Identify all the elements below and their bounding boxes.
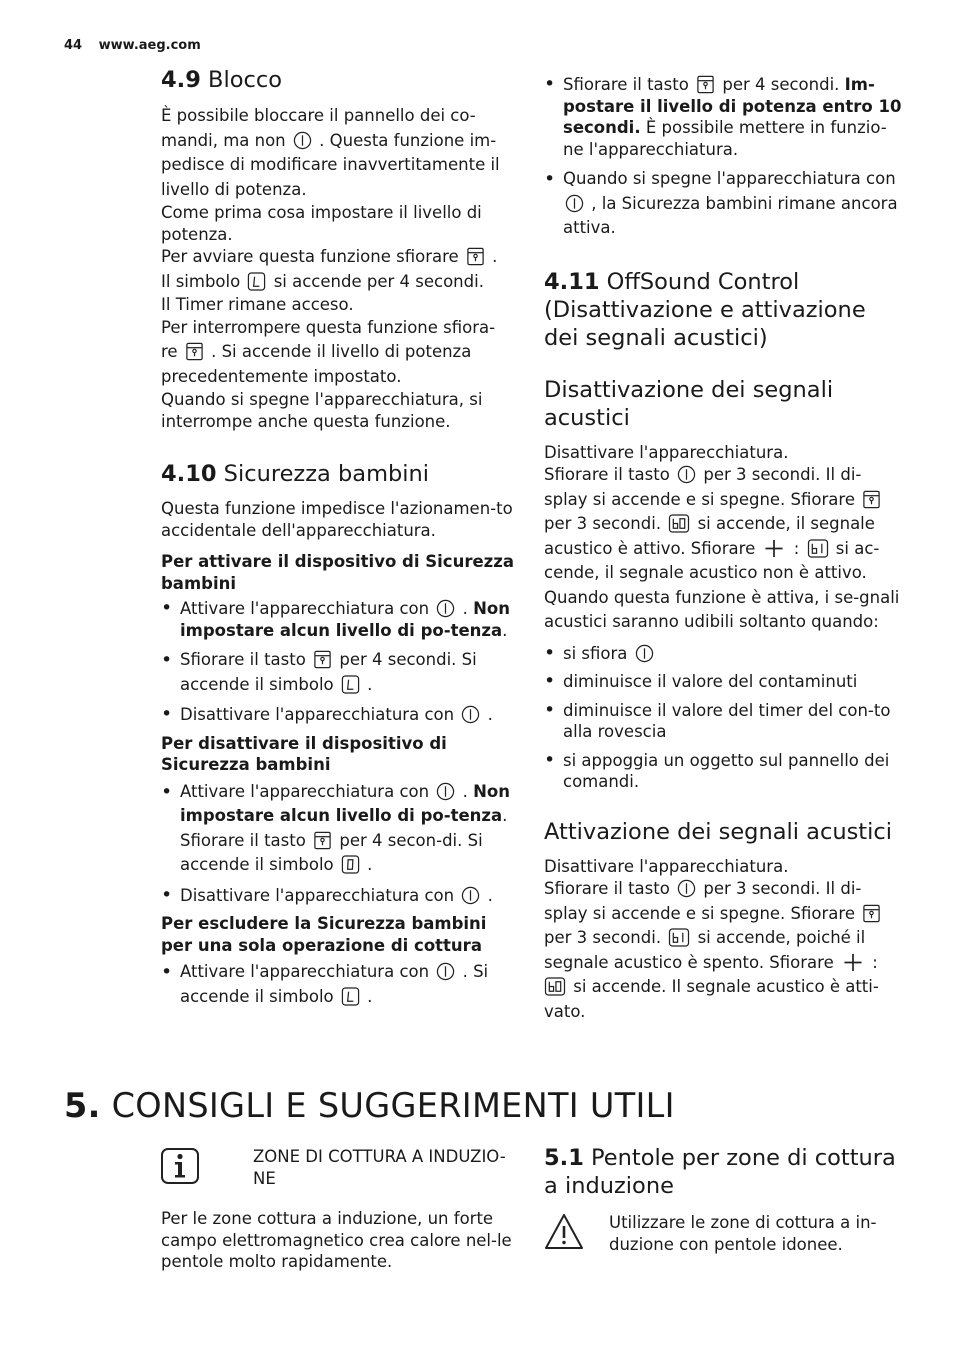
website: www.aeg.com: [98, 38, 201, 53]
list-item: • Sfiorare il tasto per 4 secondi. Im-postare il livello di potenza entro 10 secondi. È possibile mettere in funzio-ne l'apparecchiatura.: [544, 74, 904, 160]
info-paragraph: Per le zone cottura a induzione, un forte campo elettromagnetico crea calore nel-le pentole molto rapidamente.: [161, 1209, 512, 1271]
power-icon: [461, 886, 480, 905]
b1-display-icon: [668, 928, 690, 947]
right-top-list: [544, 74, 904, 241]
s411-n1: Disattivare l'apparecchiatura.: [544, 856, 789, 876]
plus-icon: [762, 539, 786, 558]
s49-p7: Quando si spegne l'apparecchiatura, si interrompe anche questa funzione.: [161, 390, 483, 431]
list-item: • Disattivare l'apparecchiatura con .: [161, 704, 516, 726]
lock-key-icon: [313, 831, 332, 850]
zero-symbol-icon: [341, 855, 360, 874]
plus-icon: [841, 953, 865, 972]
section-5-1: [544, 1144, 904, 1254]
list-item: • diminuisce il valore del contaminuti: [544, 671, 904, 693]
list-item: • Attivare l'apparecchiatura con . Non impostare alcun livello di po-tenza.: [161, 598, 516, 641]
section-5-1-heading: 5.1 Pentole per zone di cottura a induzione: [544, 1145, 896, 1199]
lock-symbol-icon: [341, 675, 360, 694]
lock-key-icon: [862, 490, 881, 509]
s49-p4: Il simbolo si accende per 4 secondi.: [161, 271, 484, 291]
lock-key-icon: [696, 75, 715, 94]
offsound-conditions-list: [544, 643, 904, 793]
list-item: • si sfiora: [544, 643, 904, 665]
section-4-11-heading: 4.11 OffSound Control (Disattivazione e attivazione dei segnali acustici): [544, 268, 866, 351]
s410-intro: Questa funzione impedisce l'azionamen-to accidentale dell'apparecchiatura.: [161, 499, 513, 540]
s49-p5: Il Timer rimane acceso.: [161, 295, 354, 314]
b0-display-icon: [668, 514, 690, 533]
list-item: • diminuisce il valore del timer del con-to alla rovescia: [544, 700, 904, 743]
lock-key-icon: [185, 342, 204, 361]
power-icon: [436, 599, 455, 618]
warning-text: Utilizzare le zone di cottura a in-duzione con pentole idonee.: [609, 1213, 877, 1254]
power-icon: [635, 644, 654, 663]
s49-p6: Per interrompere questa funzione sfiora- re . Si accende il livello di potenza precedentemente impostato.: [161, 317, 496, 386]
power-icon: [461, 705, 480, 724]
power-icon: [677, 879, 696, 898]
offsound-enable-heading: Attivazione dei segnali acustici: [544, 818, 892, 845]
s49-p2: Come prima cosa impostare il livello di potenza.: [161, 203, 482, 244]
warning-icon: [544, 1213, 584, 1251]
list-item: • Attivare l'apparecchiatura con . Si accende il simbolo .: [161, 960, 516, 1009]
offsound-disable-heading: Disattivazione dei segnali acustici: [544, 376, 834, 431]
lock-symbol-icon: [247, 272, 266, 291]
chapter-5-heading: 5. CONSIGLI E SUGGERIMENTI UTILI: [64, 1086, 675, 1125]
list-item: • si appoggia un oggetto sul pannello dei comandi.: [544, 750, 904, 793]
s411-o1: Disattivare l'apparecchiatura.: [544, 442, 789, 462]
info-label: ZONE DI COTTURA A INDUZIO-NE: [253, 1147, 506, 1188]
b0-display-icon: [544, 977, 566, 996]
power-icon: [436, 962, 455, 981]
s410-sub2: Per disattivare il dispositivo di Sicurezza bambini: [161, 733, 447, 774]
s411-o2: Sfiorare il tasto per 3 secondi. Il di- splay si accende e si spegne. Sfiorare per 3 secondi. si accende, il segnale acustico è attivo. Sfiorare : si ac-cende, il segnale acustico non è attivo. Quando questa funzione è attiva, i se-gnali acustici saranno udibili soltanto quando:: [544, 465, 900, 631]
list-item: • Sfiorare il tasto per 4 secondi. Si accende il simbolo .: [161, 648, 516, 697]
left-column: [161, 66, 516, 1016]
power-icon: [677, 465, 696, 484]
lock-key-icon: [313, 650, 332, 669]
power-icon: [565, 194, 584, 213]
info-icon: [161, 1148, 199, 1184]
section-4-10-heading: 4.10 Sicurezza bambini: [161, 461, 430, 487]
s410-list1: [161, 598, 516, 726]
s410-list2: [161, 780, 516, 907]
lock-key-icon: [862, 904, 881, 923]
list-item: • Quando si spegne l'apparecchiatura con , la Sicurezza bambini rimane ancora attiva.: [544, 167, 904, 241]
info-note: [161, 1146, 516, 1189]
list-item: • Disattivare l'apparecchiatura con .: [161, 885, 516, 907]
b1-display-icon: [807, 539, 829, 558]
right-column: [544, 74, 904, 1024]
list-item: • Attivare l'apparecchiatura con . Non impostare alcun livello di po-tenza. Sfiorare il tasto per 4 secon-di. Si accende il simbolo .: [161, 780, 516, 878]
s49-p1: È possibile bloccare il pannello dei co- mandi, ma non . Questa funzione im-pedisce di modificare inavvertitamente il livello di potenza.: [161, 106, 500, 199]
power-icon: [436, 782, 455, 801]
s410-list3: [161, 960, 516, 1009]
s411-n2: Sfiorare il tasto per 3 secondi. Il di- splay si accende e si spegne. Sfiorare per 3 secondi. si accende, poiché il segnale acustico è spento. Sfiorare : si accende. Il segnale acustico è atti-vato.: [544, 877, 904, 1024]
header: [64, 38, 213, 53]
page-number: 44: [64, 38, 83, 53]
s49-p3: Per avviare questa funzione sfiorare .: [161, 247, 498, 266]
lock-key-icon: [466, 247, 485, 266]
section-4-9-heading: 4.9 Blocco: [161, 67, 282, 93]
s410-sub3: Per escludere la Sicurezza bambini per una sola operazione di cottura: [161, 914, 487, 955]
power-icon: [293, 131, 312, 150]
lock-symbol-icon: [341, 987, 360, 1006]
s410-sub1: Per attivare il dispositivo di Sicurezza bambini: [161, 552, 514, 593]
